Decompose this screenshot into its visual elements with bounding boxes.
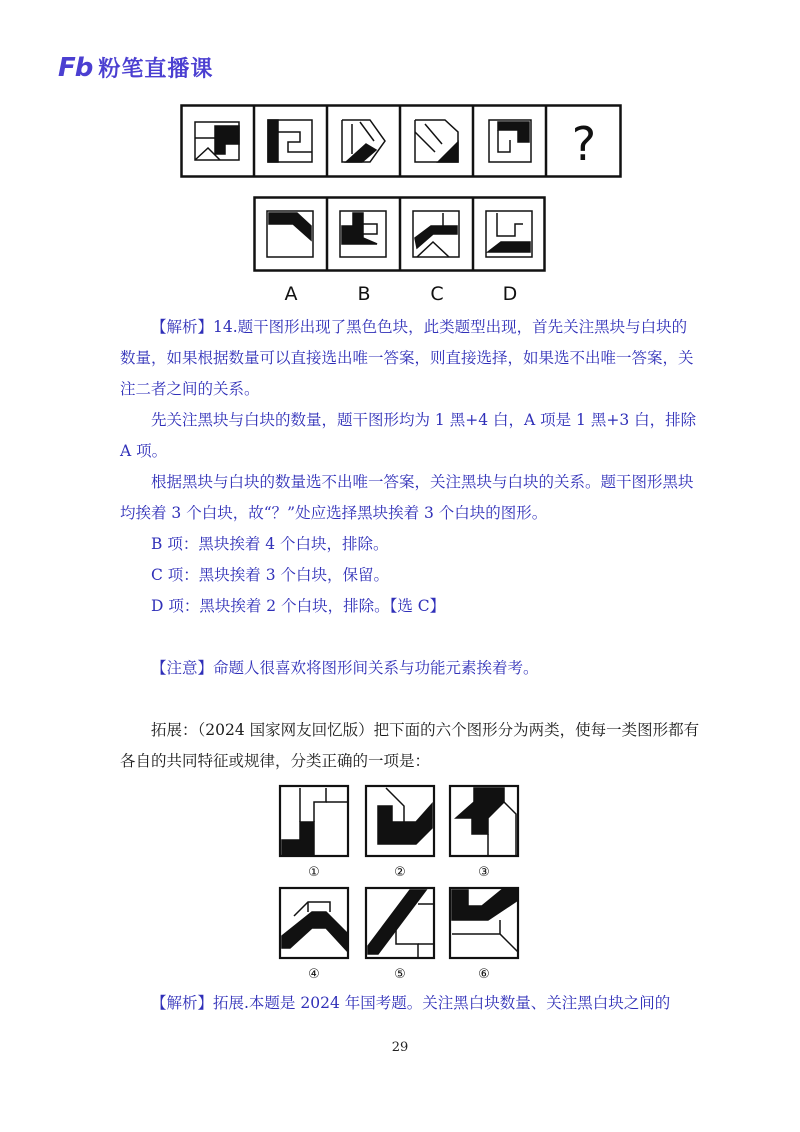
analysis-option-c: C 项：黑块挨着 3 个白块，保留。: [151, 566, 390, 584]
extension-shape-1: [282, 788, 348, 856]
question-shape-4: [415, 120, 458, 162]
option-c-shape: [413, 211, 459, 257]
option-d-shape: [486, 211, 532, 257]
question-figure-row: [180, 104, 622, 178]
note-paragraph: 【注意】命题人很喜欢将图形间关系与功能元素挨着考。: [151, 659, 539, 677]
extension-label-5: ⑤: [394, 967, 406, 982]
extension-label-2: ②: [394, 865, 406, 880]
extension-question: 拓展：（2024 国家网友回忆版）把下面的六个图形分为两类，使每一类图形都有各自的共同特征或规律，分类正确的一项是：: [120, 721, 700, 770]
analysis-paragraph-1: 【解析】14.题干图形出现了黑色色块，此类题型出现，首先关注黑块与白块的数量，如果根据数量可以直接选出唯一答案，则直接选择，如果选不出唯一答案，关注二者之间的关系。: [120, 318, 694, 398]
extension-shape-5: [368, 890, 434, 958]
option-b-shape: [340, 211, 386, 257]
question-shape-5: [489, 120, 531, 162]
extension-figure-grid: [278, 784, 528, 982]
extension-label-6: ⑥: [478, 967, 490, 982]
page-number: 29: [391, 1040, 409, 1055]
logo-text: 粉笔直播课: [98, 57, 214, 82]
option-label-a: A: [284, 283, 298, 305]
options-figure-row: [253, 196, 553, 306]
question-shape-3: [342, 120, 385, 162]
extension-shape-6: [452, 888, 518, 952]
analysis-paragraph-2: 先关注黑块与白块的数量，题干图形均为 1 黑+4 白，A 项是 1 黑+3 白，排除 A 项。: [120, 411, 697, 460]
extension-label-4: ④: [308, 967, 320, 982]
brand-logo: [58, 52, 213, 83]
logo-mark: Fb: [58, 52, 93, 83]
option-a-shape: [267, 211, 313, 257]
extension-analysis: 【解析】拓展.本题是 2024 年国考题。关注黑白块数量、关注黑白块之间的: [151, 994, 671, 1012]
extension-shape-3: [456, 788, 516, 856]
question-shape-1: [195, 122, 239, 160]
extension-shape-4: [282, 902, 348, 952]
analysis-paragraph-3: 根据黑块与白块的数量选不出唯一答案，关注黑块与白块的关系。题干图形黑块均挨着 3 个白块，故“？”处应选择黑块挨着 3 个白块的图形。: [120, 473, 694, 522]
analysis-option-d: D 项：黑块挨着 2 个白块，排除。【选 C】: [151, 597, 446, 615]
extension-label-1: ①: [308, 865, 320, 880]
extension-shape-2: [378, 788, 432, 844]
analysis-option-b: B 项：黑块挨着 4 个白块，排除。: [151, 535, 389, 553]
option-label-c: C: [430, 283, 444, 305]
extension-label-3: ③: [478, 865, 490, 880]
option-label-d: D: [502, 283, 518, 305]
option-label-b: B: [357, 283, 371, 305]
question-mark: ?: [571, 117, 597, 171]
question-shape-2: [268, 120, 312, 162]
